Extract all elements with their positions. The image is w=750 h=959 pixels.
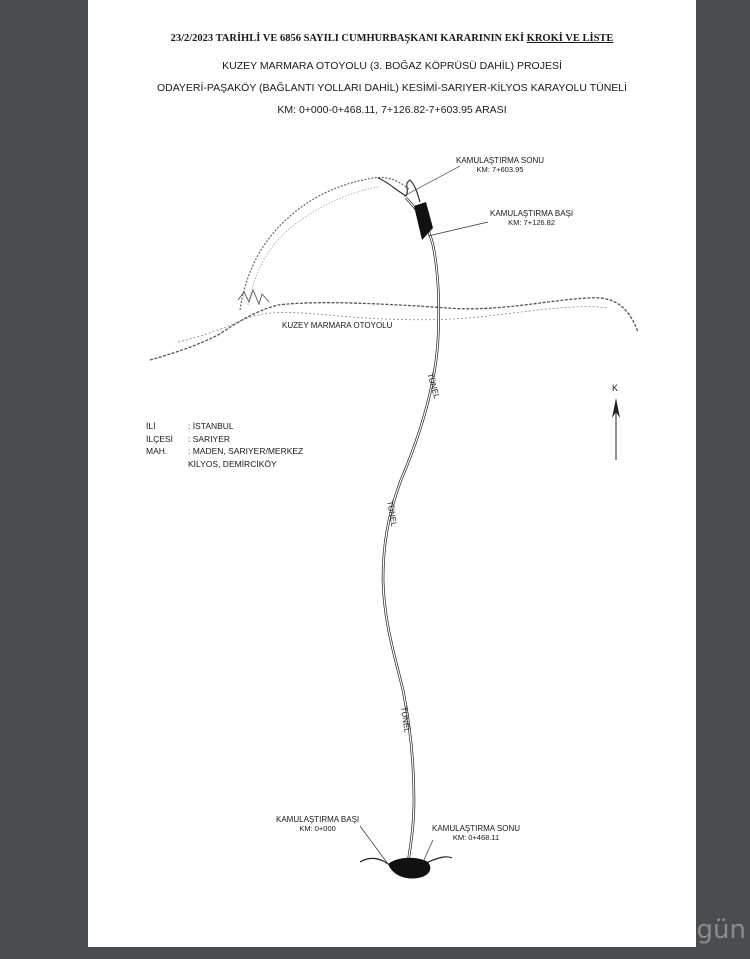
connection-road-loop xyxy=(240,178,410,311)
bottom-expropriation-area xyxy=(388,858,430,879)
leader-bottom-end xyxy=(423,840,433,862)
tunnel-label-1: TÜNEL xyxy=(425,372,442,400)
il-key: İLİ xyxy=(146,421,156,431)
watermark-logo: gün xyxy=(696,915,746,945)
connection-road-loop-inner xyxy=(248,187,378,305)
label-bottom-end-km: KM: 0+468.11 xyxy=(452,833,500,842)
location-info xyxy=(146,420,303,470)
il-value: : İSTANBUL xyxy=(188,421,234,431)
decree-header-underlined: KROKİ VE LİSTE xyxy=(526,33,614,44)
mah-value-2: KİLYOS, DEMİRCİKÖY xyxy=(188,458,277,469)
tunnel-label-2: TÜNEL xyxy=(385,500,399,528)
label-top-end xyxy=(456,156,544,174)
tunnel-route xyxy=(383,198,442,862)
highway-label: KUZEY MARMARA OTOYOLU xyxy=(282,321,393,330)
route-sketch-map xyxy=(88,0,696,947)
label-top-end-title: KAMULAŞTIRMA SONU xyxy=(456,156,545,165)
mah-value: : MADEN, SARIYER/MERKEZ xyxy=(188,446,304,456)
label-bottom-end xyxy=(432,824,520,842)
document-page xyxy=(88,0,696,947)
decree-header-text: 23/2/2023 TARİHLİ VE 6856 SAYILI CUMHURBAŞKANI KARARININ EKİ xyxy=(170,33,525,44)
top-junction-scribble xyxy=(378,178,420,202)
project-title: KUZEY MARMARA OTOYOLU (3. BOĞAZ KÖPRÜSÜ DAHİL) PROJESİ xyxy=(222,60,562,72)
ilce-value: : SARIYER xyxy=(188,433,231,444)
label-top-end-km: KM: 7+603.95 xyxy=(476,165,524,174)
leader-top-end xyxy=(404,166,460,196)
junction-scribble xyxy=(238,290,269,304)
tunnel-label-3: TÜNEL xyxy=(399,706,412,734)
label-bottom-start-title: KAMULAŞTIRMA BAŞI xyxy=(276,815,360,824)
north-label: K xyxy=(612,383,619,393)
highway-line-2 xyxy=(178,307,608,342)
label-top-start xyxy=(490,209,573,227)
section-title: ODAYERİ-PAŞAKÖY (BAĞLANTI YOLLARI DAHİL) KESİMİ-SARIYER-KİLYOS KARAYOLU TÜNELİ xyxy=(156,82,628,94)
label-top-start-km: KM: 7+126.82 xyxy=(508,218,556,227)
km-range: KM: 0+000-0+468.11, 7+126.82-7+603.95 ARASI xyxy=(277,104,507,116)
label-bottom-start xyxy=(276,815,359,833)
ilce-key: İLÇESİ xyxy=(146,433,173,444)
leader-top-start xyxy=(428,222,488,236)
highway-line xyxy=(150,298,638,360)
label-bottom-start-km: KM: 0+000 xyxy=(299,824,336,833)
mah-key: MAH. xyxy=(146,446,168,456)
label-bottom-end-title: KAMULAŞTIRMA SONU xyxy=(432,824,521,833)
label-top-start-title: KAMULAŞTIRMA BAŞI xyxy=(490,209,574,218)
